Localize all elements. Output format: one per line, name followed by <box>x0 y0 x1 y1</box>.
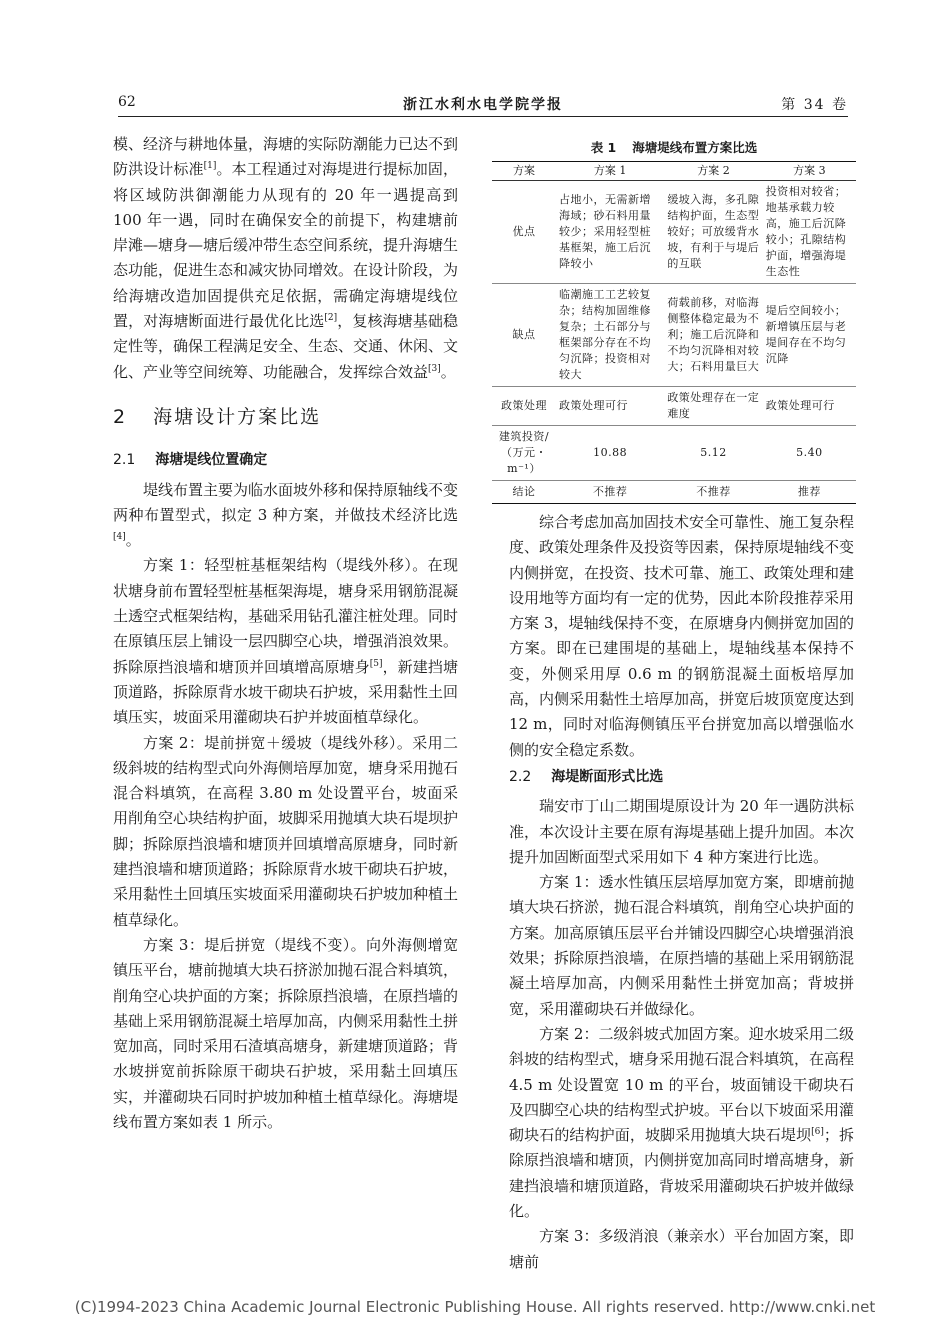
page-header <box>118 92 848 117</box>
table-cell: 临潮施工工艺较复杂；结构加固维修复杂；土石部分与框架部分存在不均匀沉降；投资相对较大 <box>556 284 664 387</box>
table-caption: 表 1 海塘堤线布置方案比选 <box>590 140 758 155</box>
table-header: 方案 3 <box>763 162 856 181</box>
paragraph: 方案 1：透水性镇压层培厚加宽方案，即塘前抛填大块石挤淤，抛石混合料填筑，削角空心块护面的方案。加高原镇压层平台并铺设四脚空心块增强消浪效果；拆除原挡浪墙，在原挡墙的基础上采用钢筋混凝土培厚加高，内侧采用黏性土拼宽加高；背坡拼宽，采用灌砌块石并做绿化。 <box>509 873 855 1018</box>
table-cell: 不推荐 <box>556 481 664 504</box>
paragraph: 方案 2：二级斜坡式加固方案。迎水坡采用二级斜坡的结构型式，塘身采用抛石混合料填筑，在高程 4.5 m 处设置宽 10 m 的平台，坡面铺设干砌块石及四脚空心块的结构型式护坡。平台以下坡面采用灌砌块石的结构护面，坡脚采用抛填大块石堤坝[6]；拆除原挡浪墙和塘顶，内侧拼宽加高同时增高塘身，新建挡浪墙和塘顶道路，背坡采用灌砌块石护坡并做绿化。 <box>509 1024 855 1221</box>
table-cell: 优点 <box>492 181 556 284</box>
table-row <box>492 181 856 284</box>
table-cell: 投资相对较省；地基承载力较高，施工后沉降较小；孔隙结构护面，增强海堤生态性 <box>763 181 856 284</box>
table-row <box>492 426 856 481</box>
citation[interactable]: [1] <box>203 161 217 172</box>
paragraph: 瑞安市丁山二期围堤原设计为 20 年一遇防洪标准，本次设计主要在原有海堤基础上提升加固。本次提升加固断面型式采用如下 4 种方案进行比选。 <box>509 797 855 866</box>
subsection-heading: 2.1 海塘堤线位置确定 <box>113 452 268 469</box>
volume-label: 第 34 卷 <box>781 97 848 113</box>
table-cell: 政策处理 <box>492 387 556 426</box>
journal-title: 浙江水利水电学院学报 <box>403 97 563 113</box>
table-cell: 推荐 <box>763 481 856 504</box>
citation[interactable]: [3] <box>428 363 441 374</box>
paragraph: 堤线布置主要为临水面坡外移和保持原轴线不变两种布置型式，拟定 3 种方案，并做技术经济比选[4]。 <box>113 480 459 550</box>
table-cell: 占地小，无需新增海域；砂石料用量较少；采用轻型桩基框架，施工后沉降较小 <box>556 181 664 284</box>
table-cell: 政策处理可行 <box>763 387 856 426</box>
table-row <box>492 284 856 387</box>
table-row <box>492 481 856 504</box>
table-cell: 堤后空间较小；新增镇压层与老堤间存在不均匀沉降 <box>763 284 856 387</box>
citation[interactable]: [6] <box>811 1127 824 1138</box>
copyright-footer: (C)1994-2023 China Academic Journal Electronic Publishing House. All rights reserved. http://www.cnki.net <box>74 1298 876 1316</box>
table-cell: 10.88 <box>556 426 664 481</box>
table-cell: 缺点 <box>492 284 556 387</box>
section-heading: 2 海塘设计方案比选 <box>113 405 322 428</box>
subsection-heading: 2.2 海堤断面形式比选 <box>509 768 664 785</box>
table-cell: 政策处理存在一定难度 <box>664 387 762 426</box>
table-cell: 建筑投资/（万元・m⁻¹） <box>492 426 556 481</box>
table-cell: 5.12 <box>664 426 762 481</box>
table-cell: 不推荐 <box>664 481 762 504</box>
table-row <box>492 387 856 426</box>
table-cell: 结论 <box>492 481 556 504</box>
table-1 <box>492 138 856 504</box>
table-cell: 政策处理可行 <box>556 387 664 426</box>
table-cell: 5.40 <box>763 426 856 481</box>
paragraph: 方案 3：堤后拼宽（堤线不变）。向外海侧增宽镇压平台，塘前抛填大块石挤淤加抛石混合料填筑，削角空心块护面的方案；拆除原挡浪墙，在原挡墙的基础上采用钢筋混凝土培厚加高，内侧采用黏性土拼宽加高，同时采用石渣填高塘身，新建塘顶道路；背水坡拼宽前拆除原干砌块石护坡，采用黏土回填压实，并灌砌块石同时护坡加种植土植草绿化。海塘堤线布置方案如表 1 所示。 <box>113 935 459 1131</box>
paragraph: 模、经济与耕地体量，海塘的实际防潮能力已达不到防洪设计标准[1]。本工程通过对海堤进行提标加固，将区域防洪御潮能力从现有的 20 年一遇提高到 100 年一遇，同时在确保安全的前提下，构建塘前岸滩—塘身—塘后缓冲带生态空间系统，提升海塘生态功能，促进生态和减灾协同增效。在设计阶段，为给海塘改造加固提供充足依据，需确定海塘堤线位置，对海塘断面进行最优化比选[2]，复核海塘基础稳定性等，确保工程满足安全、生态、交通、休闲、文化、产业等空间统筹、功能融合，发挥综合效益[3]。 <box>113 135 459 381</box>
citation[interactable]: [4] <box>113 532 126 543</box>
paragraph: 方案 2：堤前拼宽＋缓坡（堤线外移）。采用二级斜坡的结构型式向外海侧培厚加宽，塘身采用抛石混合料填筑，在高程 3.80 m 处设置平台，坡面采用削角空心块结构护面，坡脚采用抛填大块石堤坝护脚；拆除原挡浪墙和塘顶并回填增高原塘身，同时新建挡浪墙和塘顶道路；拆除原背水坡干砌块石护坡，采用黏性土回填压实坡面采用灌砌块石护坡加种植土植草绿化。 <box>113 733 459 929</box>
table-header: 方案 1 <box>556 162 664 181</box>
table-cell: 荷载前移，对临海侧整体稳定最为不利；施工后沉降和不均匀沉降相对较大；石料用量巨大 <box>664 284 762 387</box>
citation[interactable]: [5] <box>369 658 383 669</box>
table-header: 方案 <box>492 162 556 181</box>
right-column <box>509 510 854 1275</box>
paragraph: 综合考虑加高加固技术安全可靠性、施工复杂程度、政策处理条件及投资等因素，保持原堤轴线不变内侧拼宽，在投资、技术可靠、施工、政策处理和建设用地等方面均有一定的优势，因此本阶段推荐采用方案 3，堤轴线保持不变，在原塘身内侧拼宽加固的方案。即在已建围堤的基础上，堤轴线基本保持不变，外侧采用厚 0.6 m 的钢筋混凝土面板培厚加高，内侧采用黏性土培厚加高，拼宽后坡顶宽度达到 12 m，同时对临海侧镇压平台拼宽加高以增强临水侧的安全稳定系数。 <box>509 513 855 759</box>
left-column <box>113 132 458 1135</box>
paragraph: 方案 3：多级消浪（兼亲水）平台加固方案，即塘前 <box>509 1227 854 1271</box>
page-number: 62 <box>118 94 136 110</box>
comparison-table <box>492 161 856 504</box>
citation[interactable]: [2] <box>324 313 338 324</box>
table-header: 方案 2 <box>664 162 762 181</box>
paragraph: 方案 1：轻型桩基框架结构（堤线外移）。在现状塘身前布置轻型桩基框架海堤，塘身采用钢筋混凝土透空式框架结构，基础采用钻孔灌注桩处理。同时在原镇压层上铺设一层四脚空心块，增强消浪效果。拆除原挡浪墙和塘顶并回填增高原塘身[5]，新建挡塘顶道路，拆除原背水坡干砌块石护坡，采用黏性土回填压实，坡面采用灌砌块石护并坡面植草绿化。 <box>113 556 459 727</box>
table-cell: 缓坡入海，多孔隙结构护面，生态型较好；可放缓背水坡，有利于与堤后的互联 <box>664 181 762 284</box>
